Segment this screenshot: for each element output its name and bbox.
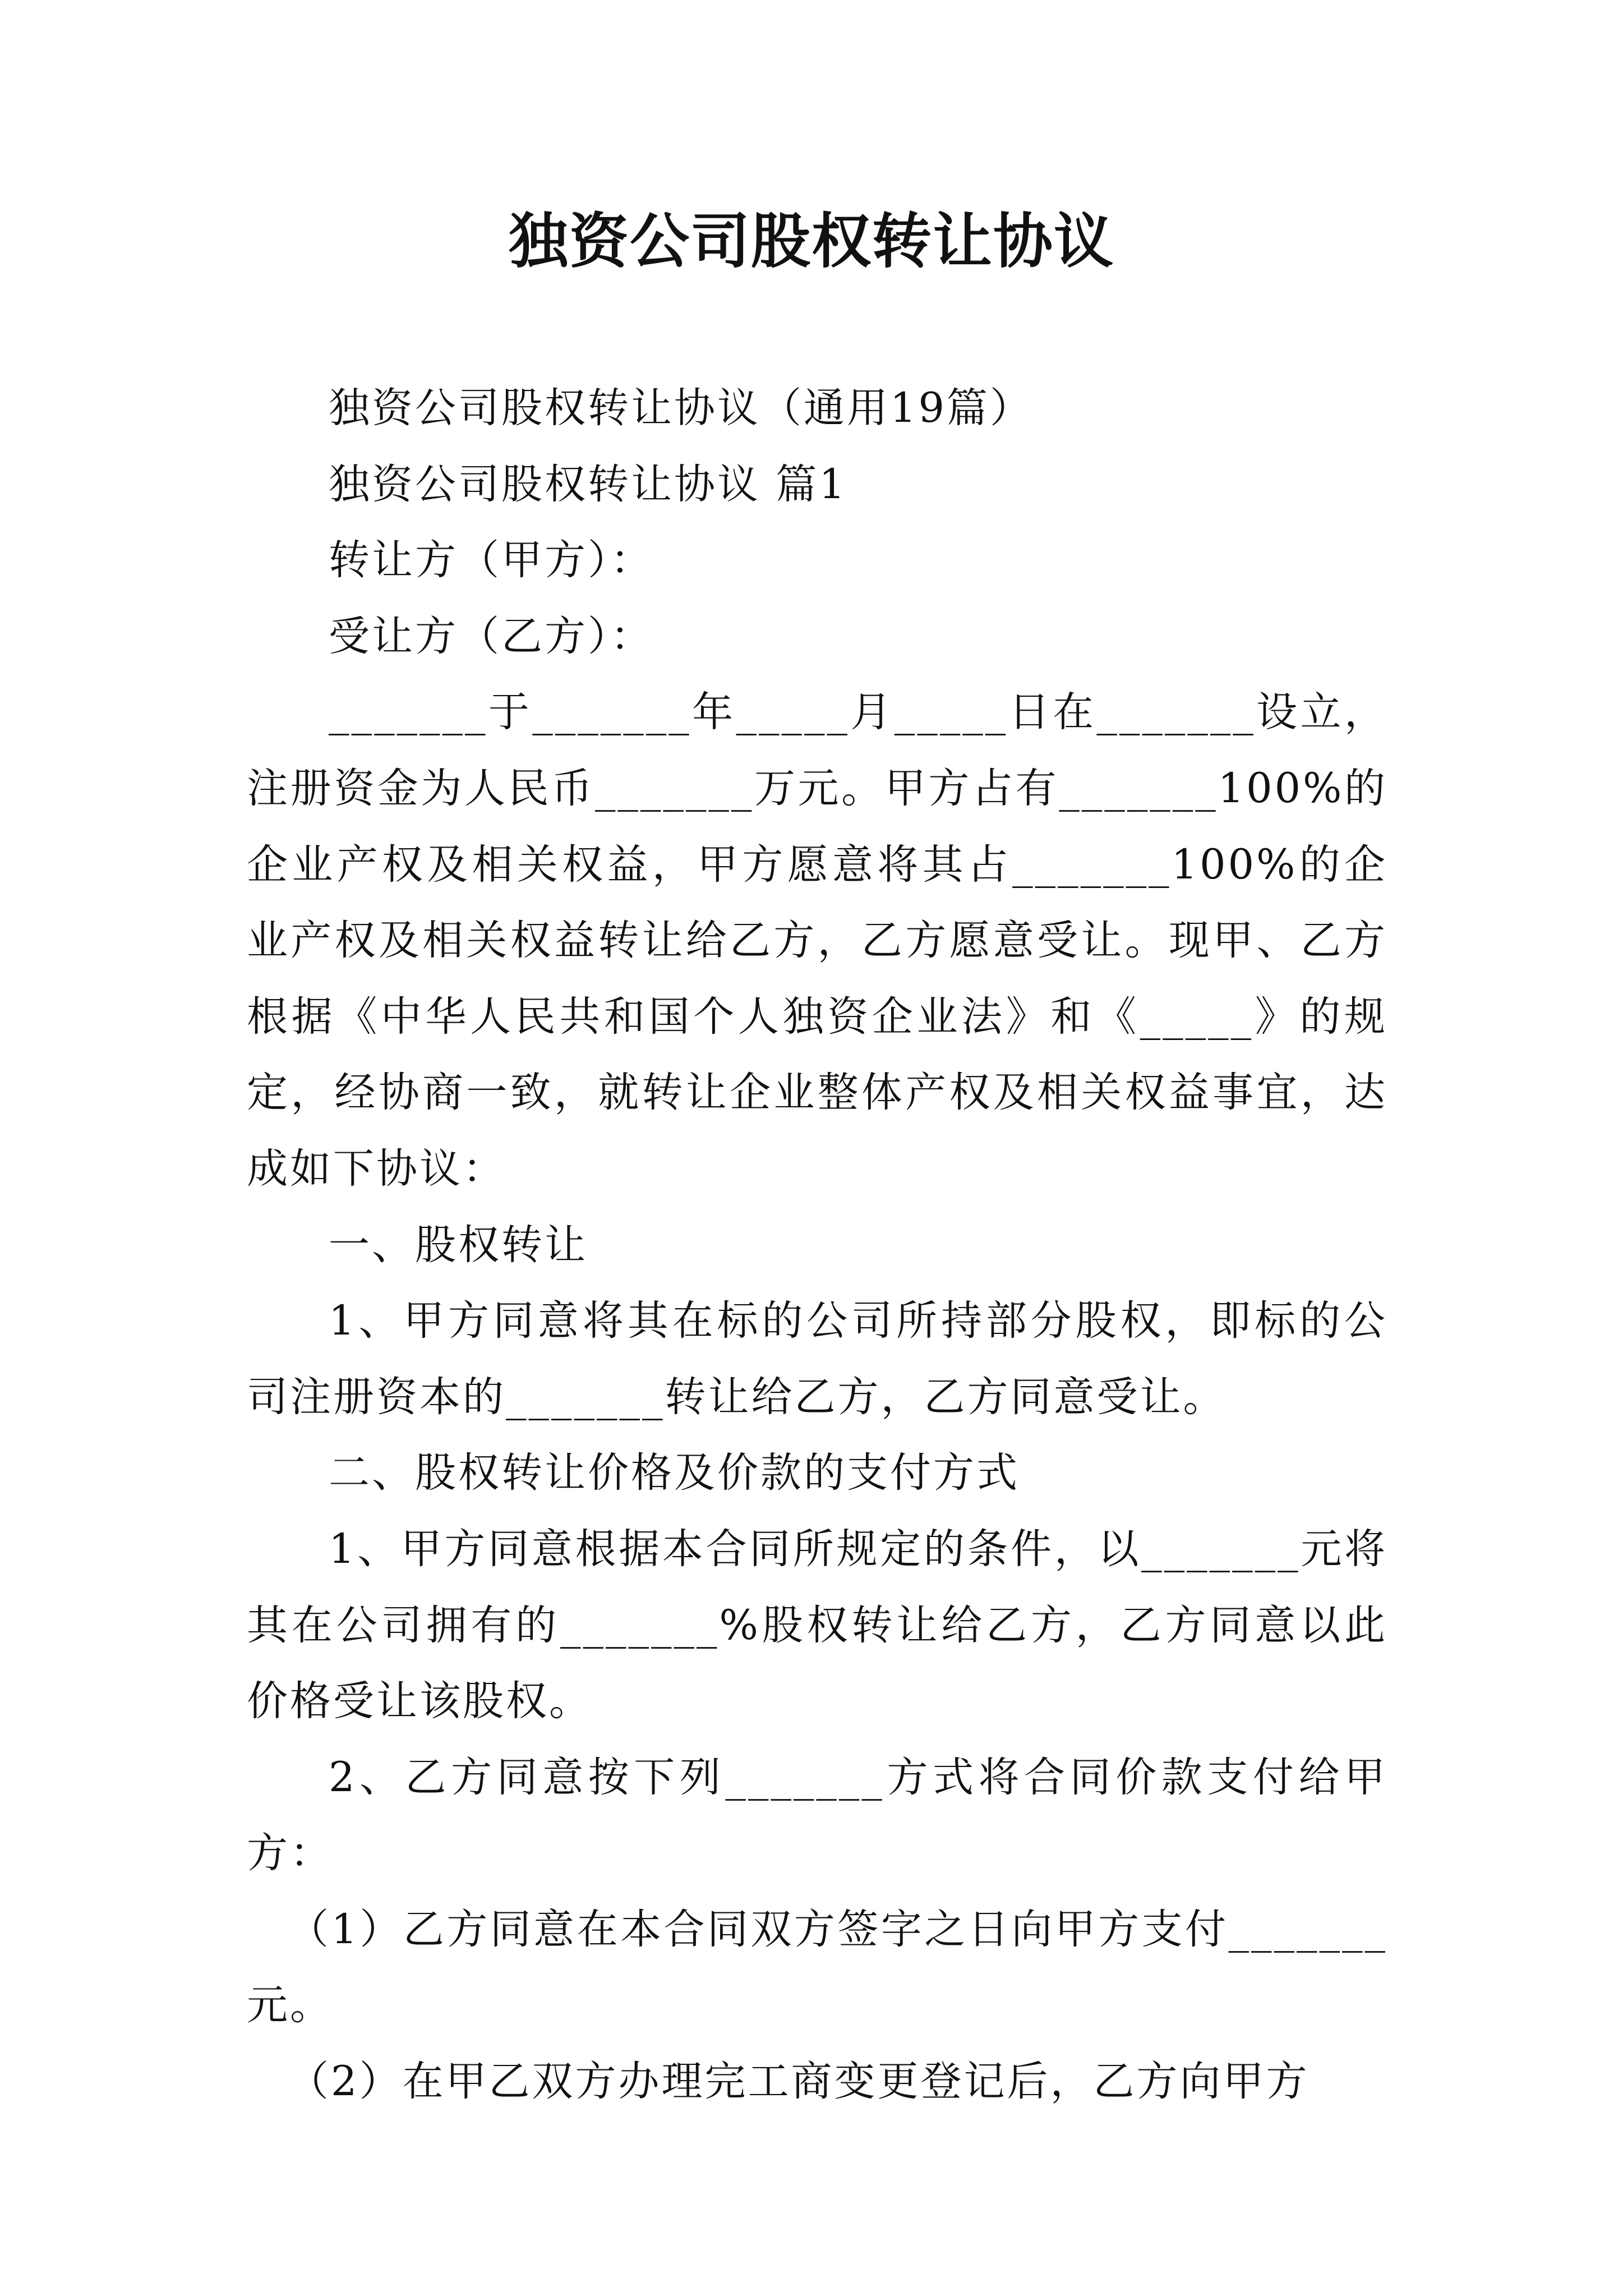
paragraph-heading-equity-transfer: 一、股权转让 bbox=[329, 1221, 588, 1269]
paragraph-clause-2-2: 2、乙方同意按下列_______方式将合同价款支付给甲方： bbox=[247, 1753, 1387, 1878]
document-body bbox=[247, 370, 1387, 2120]
paragraph-transferor: 转让方（甲方）： bbox=[329, 536, 654, 585]
paragraph-clause-1-1: 1、甲方同意将其在标的公司所持部分股权，即标的公司注册资本的_______转让给乙方，乙方同意受让。 bbox=[247, 1297, 1387, 1421]
paragraph-section-heading: 独资公司股权转让协议 篇1 bbox=[329, 460, 847, 508]
paragraph-clause-2-1: 1、甲方同意根据本合同所规定的条件，以_______元将其在公司拥有的_______%股权转让给乙方，乙方同意以此价格受让该股权。 bbox=[247, 1525, 1387, 1726]
document-title: 独资公司股权转让协议 bbox=[509, 206, 1114, 276]
paragraph-clause-2-2-1: （1）乙方同意在本合同双方签字之日向甲方支付_______元。 bbox=[247, 1905, 1387, 2030]
paragraph-clause-2-2-2: （2）在甲乙双方办理完工商变更登记后，乙方向甲方 bbox=[288, 2058, 1310, 2106]
paragraph-preamble: _______于_______年_____月_____日在_______设立，注册资金为人民币_______万元。甲方占有_______100%的企业产权及相关权益，甲方愿意将其占_______100%的企业产权及相关权益转让给乙方，乙方愿意受让。现甲、乙方根据《中华人民共和国个人独资企业法》和《_____》的规定，经协商一致，就转让企业整体产权及相关权益事宜，达成如下协议： bbox=[247, 688, 1387, 1193]
paragraph-heading-price-payment: 二、股权转让价格及价款的支付方式 bbox=[329, 1449, 1020, 1497]
paragraph-subtitle: 独资公司股权转让协议（通用19篇） bbox=[329, 384, 1033, 432]
paragraph-transferee: 受让方（乙方）： bbox=[329, 612, 654, 660]
